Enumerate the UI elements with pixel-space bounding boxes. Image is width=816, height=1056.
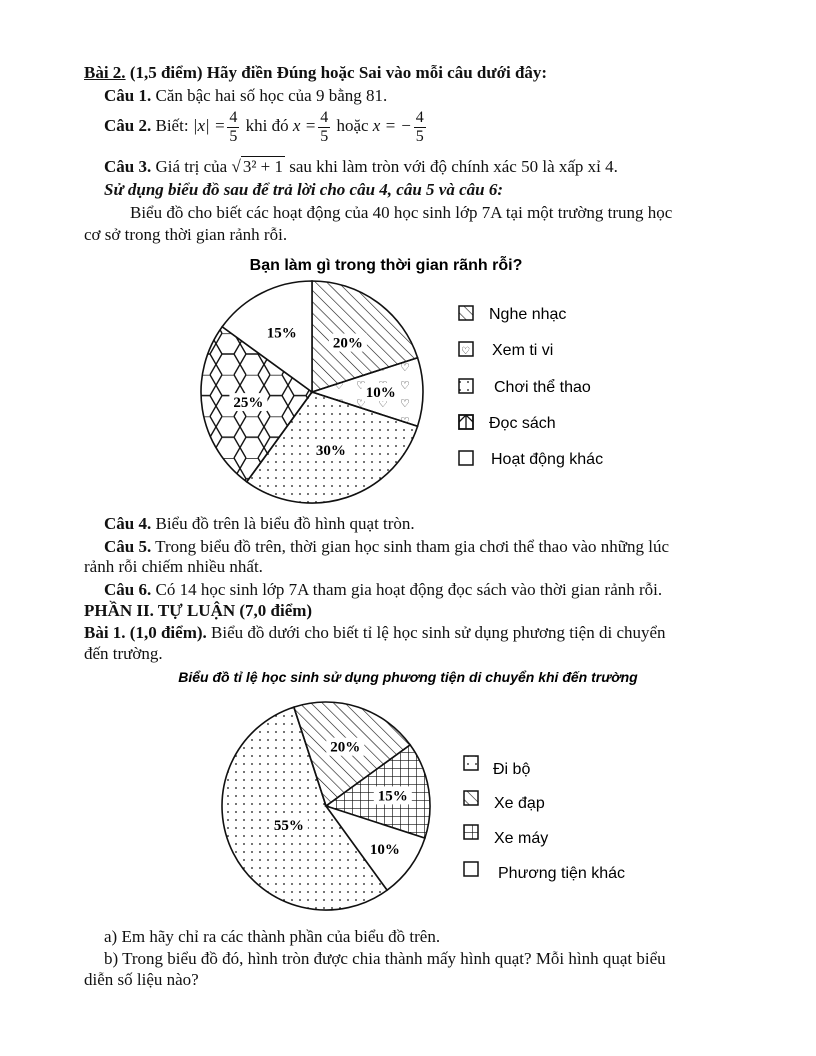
bai1-text1: Biểu đồ dưới cho biết tỉ lệ học sinh sử dụng phương tiện di chuyển xyxy=(206,623,666,642)
question-b-line1: b) Trong biểu đồ đó, hình tròn được chia thành mấy hình quạt? Mỗi hình quạt biểu xyxy=(104,949,666,968)
pie-label: 20% xyxy=(330,739,361,756)
phan2-heading: PHẦN II. TỰ LUẬN (7,0 điểm) xyxy=(84,601,313,620)
legend-label: Nghe nhạc xyxy=(489,306,567,323)
bai1-line1 xyxy=(84,623,666,643)
frac-den: 5 xyxy=(415,127,424,145)
cau5-text1: Trong biểu đồ trên, thời gian học sinh tham gia chơi thể thao vào những lúc xyxy=(151,537,669,556)
svg-text:♡: ♡ xyxy=(461,346,470,357)
chart1-description-2: cơ sở trong thời gian rảnh rỗi. xyxy=(84,225,288,244)
legend-label: Đi bộ xyxy=(493,761,531,778)
pie-label: 30% xyxy=(315,443,346,460)
bai1-label: Bài 1. (1,0 điểm). xyxy=(84,623,207,642)
legend-phuong-tien-khac xyxy=(464,862,625,882)
pie-label: 10% xyxy=(369,841,400,858)
question-b-line2: diễn số liệu nào? xyxy=(84,970,199,989)
pie-label: 25% xyxy=(233,395,264,412)
cau2-frac-2 xyxy=(318,109,330,146)
legend-choi-the-thao xyxy=(459,378,591,396)
cau2-label: Câu 2. xyxy=(104,116,152,135)
legend-label: Xe máy xyxy=(494,830,549,847)
legend-label: Xe đạp xyxy=(494,795,545,812)
legend-label: Xem ti vi xyxy=(492,342,554,359)
chart1-description-1: Biểu đồ cho biết các hoạt động của 40 học sinh lớp 7A tại một trường trung học xyxy=(130,203,673,222)
legend-label: Đọc sách xyxy=(489,415,556,432)
pie-label: 15% xyxy=(266,325,297,342)
chart2-legend xyxy=(464,756,625,882)
legend-xem-ti-vi xyxy=(459,342,553,359)
chart1 xyxy=(0,250,816,515)
sqrt-expression: √ 3² + 1 xyxy=(231,157,284,176)
cau1 xyxy=(104,86,387,106)
cau3-label: Câu 3. xyxy=(104,157,152,176)
chart2 xyxy=(0,664,816,924)
cau3-pre: Giá trị của xyxy=(151,157,232,176)
chart1-legend xyxy=(459,306,603,468)
cau5-line2: rảnh rỗi chiếm nhiều nhất. xyxy=(84,557,263,576)
cau2 xyxy=(104,104,428,148)
cau6-label: Câu 6. xyxy=(104,580,152,599)
legend-doc-sach xyxy=(459,415,556,432)
cau3 xyxy=(104,157,618,177)
pie-label: 10% xyxy=(365,385,396,401)
frac-num: 4 xyxy=(229,108,238,126)
legend-xe-dap xyxy=(464,791,545,812)
cau2-x: x = xyxy=(292,116,317,135)
frac-den: 5 xyxy=(320,127,329,145)
sqrt-radicand: 3² + 1 xyxy=(242,157,284,176)
cau6 xyxy=(104,580,662,600)
legend-hoat-dong-khac xyxy=(459,451,603,468)
cau2-or: hoặc xyxy=(332,116,373,135)
frac-num: 4 xyxy=(320,108,329,126)
legend-label: Hoạt động khác xyxy=(491,451,604,468)
cau2-abs: |x| = xyxy=(192,116,226,135)
bai2-heading xyxy=(84,63,547,83)
cau2-frac-1 xyxy=(227,109,239,146)
frac-den: 5 xyxy=(229,127,238,145)
cau6-text: Có 14 học sinh lớp 7A tham gia hoạt động đọc sách vào thời gian rảnh rỗi. xyxy=(151,580,663,599)
pie-label: 15% xyxy=(377,788,408,805)
cau2-pre: Biết: xyxy=(151,116,193,135)
legend-xe-may xyxy=(464,825,548,847)
cau5-label: Câu 5. xyxy=(104,537,152,556)
legend-nghe-nhac xyxy=(459,306,566,323)
frac-num: 4 xyxy=(415,108,424,126)
cau2-frac-3 xyxy=(414,109,426,146)
cau2-mid: khi đó xyxy=(241,116,293,135)
pie-label: 55% xyxy=(273,817,304,834)
cau5-line1 xyxy=(104,537,669,557)
legend-di-bo xyxy=(464,756,530,778)
cau4 xyxy=(104,514,415,534)
chart2-title: Biểu đồ tỉ lệ học sinh sử dụng phương tiện di chuyển khi đến trường xyxy=(178,669,638,685)
cau1-text: Căn bậc hai số học của 9 bằng 81. xyxy=(151,86,388,105)
chart1-title: Bạn làm gì trong thời gian rãnh rỗi? xyxy=(249,257,523,274)
cau1-label: Câu 1. xyxy=(104,86,152,105)
pie-label: 20% xyxy=(332,335,363,352)
legend-label: Phương tiện khác xyxy=(498,865,626,882)
cau4-label: Câu 4. xyxy=(104,514,152,533)
bai2-title: Bài 2. xyxy=(84,63,126,82)
pie2-slices xyxy=(222,702,430,910)
question-a: a) Em hãy chỉ ra các thành phần của biểu đồ trên. xyxy=(104,927,441,946)
bai2-score: (1,5 điểm) Hãy điền Đúng hoặc Sai vào mỗi câu dưới đây: xyxy=(125,63,548,82)
legend-label: Chơi thể thao xyxy=(494,379,591,396)
instruction: Sử dụng biểu đồ sau để trả lời cho câu 4, câu 5 và câu 6: xyxy=(104,180,504,199)
cau4-text: Biểu đồ trên là biểu đồ hình quạt tròn. xyxy=(151,514,415,533)
cau2-xneg: x = − xyxy=(372,116,412,135)
cau3-post: sau khi làm tròn với độ chính xác 50 là xấp xỉ 4. xyxy=(285,157,618,176)
bai1-line2: đến trường. xyxy=(84,644,163,663)
